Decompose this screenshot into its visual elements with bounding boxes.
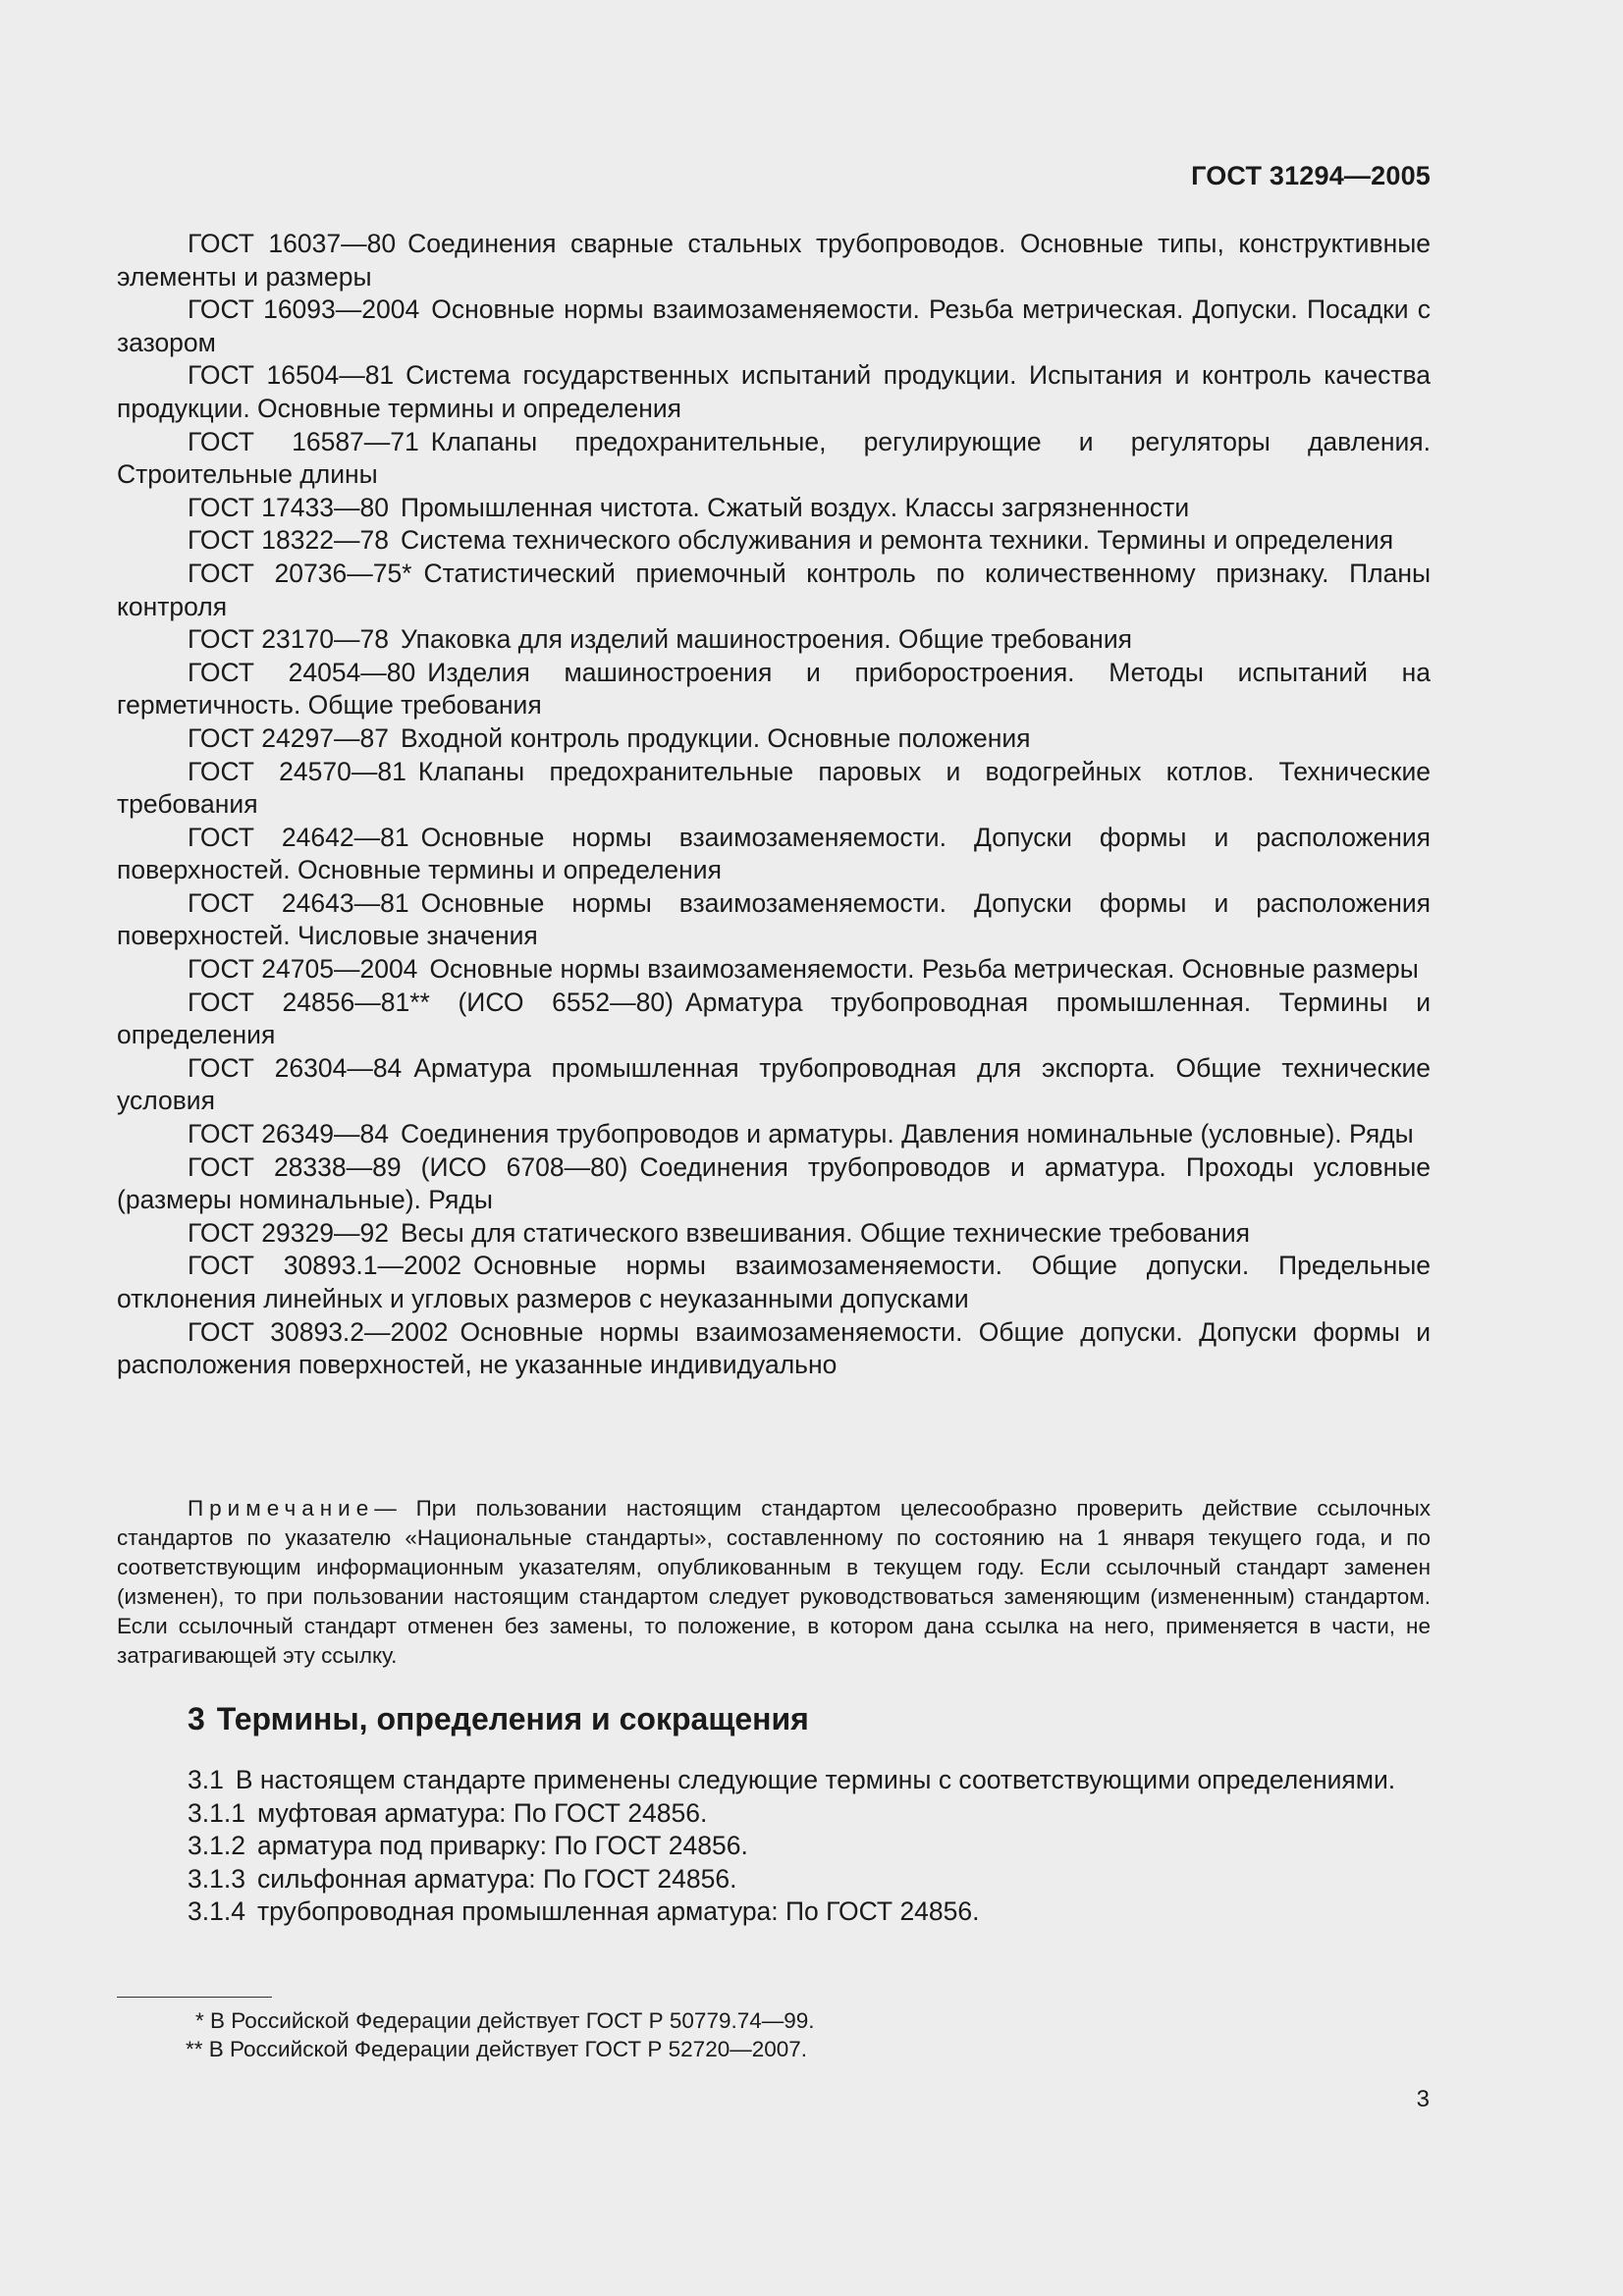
reference-title: Статистический приемочный контроль по количественному признаку. Планы контроля <box>117 558 1431 621</box>
reference-item <box>117 822 1431 887</box>
reference-item <box>117 887 1431 953</box>
term-item <box>117 1830 1431 1863</box>
reference-title: Основные нормы взаимозаменяемости. Резьба метрическая. Основные размеры <box>429 954 1419 985</box>
clause-text: сильфонная арматура: По ГОСТ 24856. <box>256 1863 737 1894</box>
reference-title: Система государственных испытаний продукции. Испытания и контроль качества продукции. Основные термины и определения <box>117 360 1431 423</box>
reference-item <box>117 1118 1431 1151</box>
reference-code: ГОСТ 16093—2004 <box>188 294 420 325</box>
reference-title: Изделия машиностроения и приборостроения. Методы испытаний на герметичность. Общие требования <box>117 657 1431 721</box>
reference-code: ГОСТ 16504—81 <box>188 360 395 391</box>
reference-item <box>117 492 1431 525</box>
note-text: — При пользовании настоящим стандартом целесообразно проверить действие ссылочных стандартов по указателю «Национальные стандарты», составленному по состоянию на 1 января текущего года, и по соответствующим информационным указателям, опубликованным в текущем году. Если ссылочный стандарт заменен (изменен), то при пользовании настоящим стандартом следует руководствоваться заменяющим (измененным) стандартом. Если ссылочный стандарт отменен без замены, то положение, в котором дана ссылка на него, применяется в части, не затрагивающей эту ссылку. <box>117 1496 1431 1668</box>
section-heading <box>188 1701 809 1737</box>
reference-code: ГОСТ 24297—87 <box>188 722 389 753</box>
reference-title: Основные нормы взаимозаменяемости. Общие допуски. Допуски формы и расположения поверхностей, не указанные индивидуально <box>117 1316 1432 1380</box>
reference-title: Клапаны предохранительные, регулирующие и регуляторы давления. Строительные длины <box>117 426 1431 490</box>
reference-code: ГОСТ 30893.2—2002 <box>188 1316 449 1347</box>
reference-code: ГОСТ 16037—80 <box>188 229 397 258</box>
reference-item <box>117 987 1431 1052</box>
footnote-divider <box>117 1997 272 1998</box>
reference-item <box>117 558 1431 623</box>
reference-item <box>117 426 1431 492</box>
footnote-item: * В Российской Федерации действует ГОСТ Р 50779.74—99. <box>195 2008 815 2033</box>
term-item <box>117 1863 1431 1896</box>
reference-title: Упаковка для изделий машиностроения. Общие требования <box>400 624 1132 655</box>
reference-item <box>117 294 1431 359</box>
reference-item <box>117 657 1431 722</box>
page-number: 3 <box>1416 2086 1430 2112</box>
reference-title: Соединения трубопроводов и арматуры. Давления номинальные (условные). Ряды <box>400 1119 1414 1149</box>
clause-number: 3.1 <box>188 1765 224 1794</box>
reference-title: Промышленная чистота. Сжатый воздух. Классы загрязненности <box>400 492 1190 522</box>
reference-title: Арматура промышленная трубопроводная для экспорта. Общие технические условия <box>117 1052 1432 1116</box>
reference-item <box>117 1052 1431 1118</box>
reference-code: ГОСТ 24856—81** (ИСО 6552—80) <box>188 987 674 1017</box>
reference-code: ГОСТ 24054—80 <box>188 657 416 687</box>
reference-code: ГОСТ 24705—2004 <box>188 954 418 985</box>
clause-number: 3.1.4 <box>188 1896 245 1927</box>
reference-code: ГОСТ 26349—84 <box>188 1119 389 1149</box>
terms-list <box>117 1764 1431 1929</box>
reference-item <box>117 228 1431 294</box>
document-header-id: ГОСТ 31294—2005 <box>1191 161 1431 190</box>
clause-text: В настоящем стандарте применены следующие термины с соответствующими определениями. <box>235 1765 1396 1794</box>
reference-title: Основные нормы взаимозаменяемости. Общие допуски. Предельные отклонения линейных и угловых размеров с неуказанными допусками <box>117 1251 1431 1313</box>
terms-intro <box>117 1764 1431 1797</box>
reference-title: Арматура трубопроводная промышленная. Термины и определения <box>117 987 1431 1050</box>
reference-code: ГОСТ 28338—89 (ИСО 6708—80) <box>188 1151 628 1182</box>
reference-code: ГОСТ 16587—71 <box>188 426 419 456</box>
reference-code: ГОСТ 17433—80 <box>188 492 389 522</box>
normative-references-list <box>117 228 1431 1382</box>
reference-item <box>117 722 1431 756</box>
clause-text: арматура под приварку: По ГОСТ 24856. <box>256 1831 748 1861</box>
reference-item <box>117 953 1431 987</box>
clause-text: муфтовая арматура: По ГОСТ 24856. <box>256 1797 708 1828</box>
reference-item <box>117 1217 1431 1251</box>
reference-item <box>117 1151 1431 1217</box>
reference-title: Основные нормы взаимозаменяемости. Резьба метрическая. Допуски. Посадки с зазором <box>117 294 1431 357</box>
reference-item <box>117 623 1431 657</box>
reference-item <box>117 359 1431 425</box>
reference-title: Весы для статического взвешивания. Общие технические требования <box>400 1217 1251 1248</box>
reference-item <box>117 1250 1431 1315</box>
reference-item <box>117 524 1431 558</box>
reference-code: ГОСТ 18322—78 <box>188 525 389 556</box>
note-label: Примечание <box>188 1496 375 1521</box>
note-paragraph <box>117 1494 1431 1671</box>
reference-code: ГОСТ 23170—78 <box>188 624 389 655</box>
footnotes <box>117 2006 1431 2063</box>
reference-title: Основные нормы взаимозаменяемости. Допуски формы и расположения поверхностей. Основные термины и определения <box>117 822 1431 885</box>
reference-item <box>117 1316 1431 1382</box>
clause-text: трубопроводная промышленная арматура: По ГОСТ 24856. <box>256 1896 980 1927</box>
reference-code: ГОСТ 24643—81 <box>188 887 409 918</box>
section-title-text: Термины, определения и сокращения <box>216 1701 809 1736</box>
term-item <box>117 1896 1431 1929</box>
reference-item <box>117 756 1431 822</box>
reference-code: ГОСТ 24570—81 <box>188 756 406 786</box>
reference-code: ГОСТ 20736—75* <box>188 558 412 588</box>
reference-title: Соединения трубопроводов и арматура. Проходы условные (размеры номинальные). Ряды <box>117 1151 1431 1215</box>
reference-code: ГОСТ 24642—81 <box>188 822 409 852</box>
clause-number: 3.1.1 <box>188 1797 245 1828</box>
reference-code: ГОСТ 30893.1—2002 <box>188 1251 461 1281</box>
clause-number: 3.1.2 <box>188 1831 245 1861</box>
reference-title: Основные нормы взаимозаменяемости. Допуски формы и расположения поверхностей. Числовые значения <box>117 887 1431 951</box>
reference-code: ГОСТ 26304—84 <box>188 1052 403 1083</box>
reference-title: Входной контроль продукции. Основные положения <box>400 722 1031 753</box>
reference-code: ГОСТ 29329—92 <box>188 1217 389 1248</box>
term-item <box>117 1797 1431 1831</box>
reference-title: Клапаны предохранительные паровых и водогрейных котлов. Технические требования <box>117 756 1432 820</box>
clause-number: 3.1.3 <box>188 1863 245 1894</box>
section-number: 3 <box>188 1701 205 1736</box>
reference-title: Система технического обслуживания и ремонта техники. Термины и определения <box>400 525 1394 556</box>
footnote-item: ** В Российской Федерации действует ГОСТ Р 52720—2007. <box>186 2037 808 2061</box>
reference-title: Соединения сварные стальных трубопроводов. Основные типы, конструктивные элементы и размеры <box>117 229 1431 292</box>
